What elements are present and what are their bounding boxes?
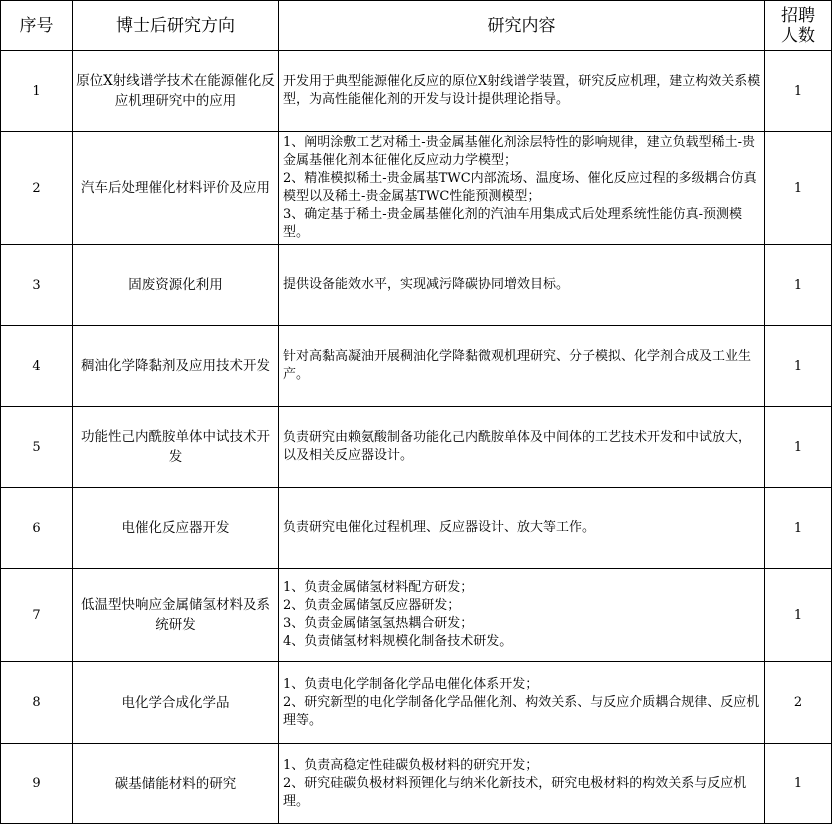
row-content [279,569,765,662]
row-no: 9 [1,744,73,824]
row-direction: 汽车后处理催化材料评价及应用 [73,132,279,245]
row-count: 1 [765,132,832,245]
row-no: 7 [1,569,73,662]
row-count: 1 [765,569,832,662]
row-content [279,488,765,569]
content-line: 1、负责电化学制备化学品电催化体系开发； [283,676,539,692]
row-no: 8 [1,662,73,744]
table-row [1,488,832,569]
row-content [279,245,765,326]
table-row [1,662,832,744]
row-no: 6 [1,488,73,569]
table-row [1,132,832,245]
table-row [1,744,832,824]
row-count: 1 [765,51,832,132]
content-line: 负责研究电催化过程机理、反应器设计、放大等工作。 [283,520,596,535]
row-content [279,51,765,132]
row-count: 1 [765,407,832,488]
row-content [279,326,765,407]
content-line: 1、阐明涂敷工艺对稀土-贵金属基催化剂涂层特性的影响规律，建立负载型稀土-贵金属基催化剂本征催化反应动力学模型； [283,135,756,168]
row-count: 1 [765,488,832,569]
row-direction: 低温型快响应金属储氢材料及系统研发 [73,569,279,662]
row-direction: 电化学合成化学品 [73,662,279,744]
content-line: 3、确定基于稀土-贵金属基催化剂的汽油车用集成式后处理系统性能仿真-预测模型。 [283,207,743,240]
row-content [279,662,765,744]
row-content [279,744,765,824]
table-row [1,51,832,132]
content-line: 2、研究硅碳负极材料预锂化与纳米化新技术，研究电极材料的构效关系与反应机理。 [283,775,747,809]
row-count: 1 [765,245,832,326]
row-count: 2 [765,662,832,744]
content-line: 1、负责金属储氢材料配方研发； [283,580,474,595]
row-count: 1 [765,744,832,824]
row-content [279,407,765,488]
header-count: 招聘人数 [765,1,832,51]
content-line: 3、负责金属储氢氢热耦合研发； [283,616,474,631]
header-no: 序号 [1,1,73,51]
row-direction: 电催化反应器开发 [73,488,279,569]
row-direction: 稠油化学降黏剂及应用技术开发 [73,326,279,407]
table-row [1,245,832,326]
row-no: 4 [1,326,73,407]
row-direction: 碳基储能材料的研究 [73,744,279,824]
content-line: 开发用于典型能源催化反应的原位X射线谱学装置，研究反应机理，建立构效关系模型，为高性能催化剂的开发与设计提供理论指导。 [283,74,761,107]
row-content [279,132,765,245]
content-line: 2、研究新型的电化学制备化学品催化剂、构效关系、与反应介质耦合规律、反应机理等。 [283,694,760,728]
row-no: 1 [1,51,73,132]
table-row [1,569,832,662]
table-row [1,407,832,488]
content-line: 4、负责储氢材料规模化制备技术研发。 [283,634,513,649]
row-direction: 功能性己内酰胺单体中试技术开发 [73,407,279,488]
content-line: 2、负责金属储氢反应器研发； [283,598,461,613]
table-row [1,326,832,407]
header-direction: 博士后研究方向 [73,1,279,51]
row-no: 5 [1,407,73,488]
row-no: 3 [1,245,73,326]
header-row [1,1,832,51]
content-line: 1、负责高稳定性硅碳负极材料的研究开发； [283,757,539,773]
row-direction: 原位X射线谱学技术在能源催化反应机理研究中的应用 [73,51,279,132]
header-content: 研究内容 [279,1,765,51]
content-line: 2、精准模拟稀土-贵金属基TWC内部流场、温度场、催化反应过程的多级耦合仿真模型以及稀土-贵金属基TWC性能预测模型； [283,171,757,204]
row-no: 2 [1,132,73,245]
content-line: 提供设备能效水平，实现减污降碳协同增效目标。 [283,277,570,292]
row-direction: 固废资源化利用 [73,245,279,326]
row-count: 1 [765,326,832,407]
content-line: 针对高黏高凝油开展稠油化学降黏微观机理研究、分子模拟、化学剂合成及工业生产。 [283,349,752,382]
content-line: 负责研究由赖氨酸制备功能化己内酰胺单体及中间体的工艺技术开发和中试放大，以及相关反应器设计。 [283,430,752,463]
